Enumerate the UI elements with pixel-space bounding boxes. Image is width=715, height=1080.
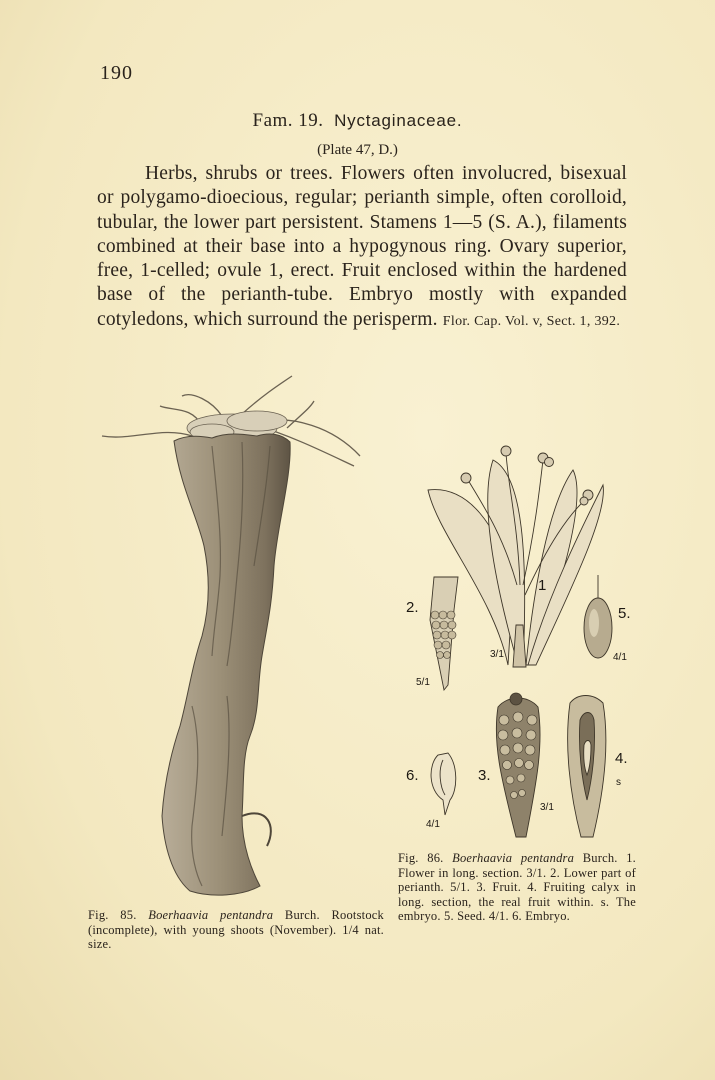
family-name: Nyctaginaceae. <box>334 111 463 130</box>
fig85-caption <box>88 908 384 952</box>
fig-label-3: 3. <box>478 767 491 784</box>
seed-figure <box>584 575 612 658</box>
fig86-caption <box>398 851 636 924</box>
fig86-prefix: Fig. 86. <box>398 851 444 865</box>
flora-reference: Flor. Cap. Vol. v, Sect. 1, 392. <box>442 313 621 329</box>
fig-scale-2: 5/1 <box>416 677 430 688</box>
plate-reference: (Plate 47, D.) <box>317 142 398 158</box>
fig85-text: Burch. Rootstock (incomplete), with young shoots (November). 1/4 nat. size. <box>88 908 384 952</box>
family-heading <box>0 110 715 132</box>
fig-scale-5: 4/1 <box>613 652 627 663</box>
fig-label-1: 1 <box>538 577 547 594</box>
family-number: Fam. 19. <box>252 110 324 131</box>
flower-detail-plate <box>398 445 658 845</box>
fig-label-2: 2. <box>406 599 419 616</box>
fig-scale-3: 3/1 <box>540 802 554 813</box>
family-description <box>97 162 627 334</box>
fig85-species: Boerhaavia pentandra <box>148 908 274 922</box>
calyx-section-figure <box>568 696 606 838</box>
fig-label-5: 5. <box>618 605 631 622</box>
fig-label-6: 6. <box>406 767 419 784</box>
fig86-text: Burch. 1. Flower in long. section. 3/1. 2. Lower part of perianth. 5/1. 3. Fruit. 4. Fruiting calyx in long. section, the real fruit within. s. The embryo. 5. Seed. 4/1. 6. Embryo. <box>398 851 637 924</box>
fig86-species: Boerhaavia pentandra <box>452 851 575 865</box>
fig-scale-1: 3/1 <box>490 649 504 660</box>
page-number: 190 <box>100 62 133 84</box>
fig-label-s: s <box>616 777 621 788</box>
fig85-prefix: Fig. 85. <box>88 908 137 922</box>
fig-scale-6: 4/1 <box>426 819 440 830</box>
fig-label-4: 4. <box>615 750 628 767</box>
embryo-figure <box>431 753 456 815</box>
description-text: Herbs, shrubs or trees. Flowers often involucred, bisexual or polygamo-dioecious, regular; perianth simple, often corolloid, tubular, the lower part persistent. Stamens 1—5 (S. A.), filaments combined at their base into a hypogynous ring. Ovary superior, free, 1-celled; ovule 1, erect. Fruit enclosed within the hardened base of the perianth-tube. Embryo mostly with expanded cotyledons, which surround the perisperm. <box>97 163 627 330</box>
rootstock-illustration <box>92 366 392 906</box>
